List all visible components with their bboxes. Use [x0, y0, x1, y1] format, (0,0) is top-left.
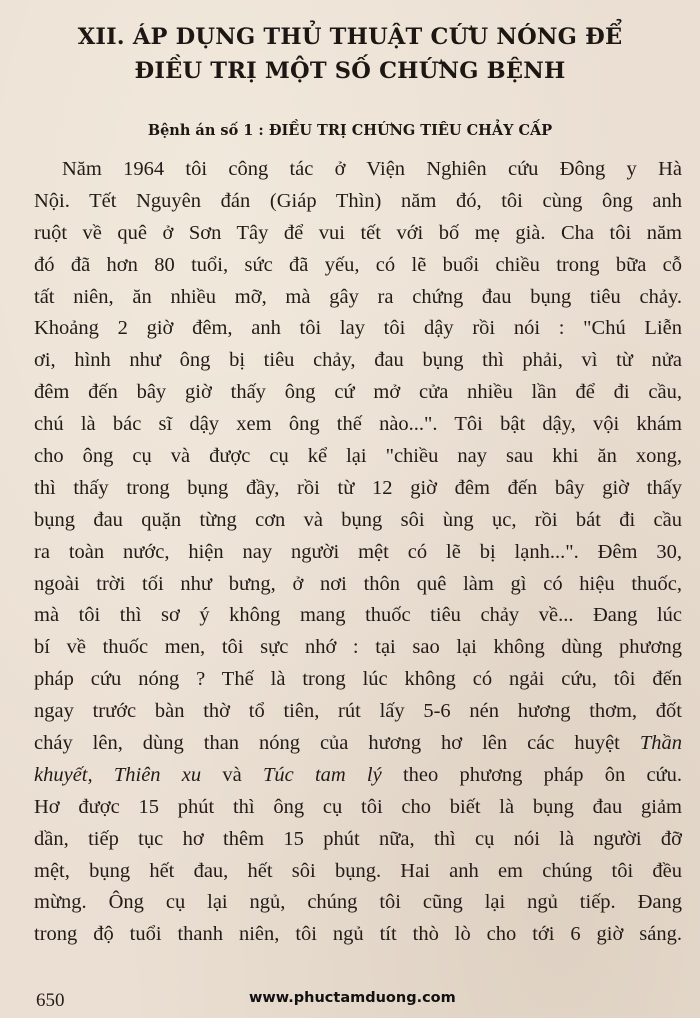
body-line: đó đã hơn 80 tuổi, sức đã yếu, có lẽ buổi chiều trong bữa cỗ [34, 253, 682, 276]
chapter-title-line-1: XII. ÁP DỤNG THỦ THUẬT CỨU NÓNG ĐỂ [77, 24, 623, 50]
acupoint-name: Thiên xu [113, 763, 202, 786]
body-line: ơi, hình như ông bị tiêu chảy, đau bụng thì phải, vì từ nửa [34, 349, 682, 372]
body-line: chú là bác sĩ dậy xem ông thế nào...". Tôi bật dậy, vội khám [34, 413, 682, 436]
body-line: Năm 1964 tôi công tác ở Viện Nghiên cứu Đông y Hà [62, 158, 682, 180]
body-line: ruột về quê ở Sơn Tây để vui tết với bố mẹ già. Cha tôi năm [34, 221, 682, 244]
body-line: Khoảng 2 giờ đêm, anh tôi lay tôi dậy rồi nói : "Chú Liễn [34, 317, 682, 340]
website-watermark: www.phuctamduong.com [249, 990, 456, 1006]
body-line: cho ông cụ và được cụ kể lại "chiều nay sau khi ăn xong, [34, 445, 682, 468]
acupoint-name: Túc tam lý [262, 763, 382, 786]
body-line: ngoài trời tối như bưng, ở nơi thôn quê làm gì có hiệu thuốc, [34, 572, 682, 595]
case-heading: Bệnh án số 1 : ĐIỀU TRỊ CHỨNG TIÊU CHẢY CẤP [147, 122, 553, 139]
body-line-acupoints [34, 760, 682, 792]
body-line: bụng đau quặn từng cơn và bụng sôi ùng ục, rồi bát đi cầu [34, 508, 682, 531]
method-text: theo phương pháp ôn cứu. [402, 763, 682, 786]
acupoint-name: khuyết, [34, 763, 93, 786]
body-line: mệt, bụng hết đau, hết sôi bụng. Hai anh em chúng tôi đều [34, 859, 682, 882]
body-line: đêm đến bây giờ thấy ông cứ mở cửa nhiều lần để đi cầu, [34, 381, 682, 404]
body-line: dần, tiếp tục hơ thêm 15 phút nữa, thì cụ nói là người đỡ [34, 827, 682, 850]
body-line: Nội. Tết Nguyên đán (Giáp Thìn) năm đó, tôi cùng ông anh [34, 189, 682, 212]
body-line: Hơ được 15 phút thì ông cụ tôi cho biết là bụng đau giảm [34, 795, 682, 818]
body-line-acupoint-start [34, 728, 682, 760]
body-paragraph [34, 154, 682, 951]
body-line: thì thấy trong bụng đầy, rồi từ 12 giờ đêm đến bây giờ thấy [34, 476, 682, 499]
body-line: trong độ tuổi thanh niên, tôi ngủ tít thò lò cho tới 6 giờ sáng. [34, 923, 682, 946]
body-line: ngay trước bàn thờ tổ tiên, rút lấy 5-6 nén hương thơm, đốt [34, 700, 682, 723]
body-line: bí về thuốc men, tôi sực nhớ : tại sao lại không dùng phương [34, 636, 682, 659]
chapter-title-line-2: ĐIỀU TRỊ MỘT SỐ CHỨNG BỆNH [134, 58, 566, 84]
body-line: pháp cứu nóng ? Thế là trong lúc không có ngải cứu, tôi đến [34, 668, 682, 691]
body-line: tất niên, ăn nhiều mỡ, mà gây ra chứng đau bụng tiêu chảy. [34, 285, 682, 308]
page-number: 650 [36, 990, 65, 1011]
body-line: ra toàn nước, hiện nay người mệt có lẽ bị lạnh...". Đêm 30, [34, 540, 682, 563]
conjunction-text: và [222, 763, 242, 786]
body-line: mừng. Ông cụ lại ngủ, chúng tôi cũng lại ngủ tiếp. Đang [34, 891, 682, 914]
body-line: mà tôi thì sơ ý không mang thuốc tiêu chảy về... Đang lúc [34, 604, 682, 627]
body-line-text: cháy lên, dùng than nóng của hương hơ lên các huyệt [34, 732, 620, 755]
acupoint-name: Thần [639, 732, 682, 755]
